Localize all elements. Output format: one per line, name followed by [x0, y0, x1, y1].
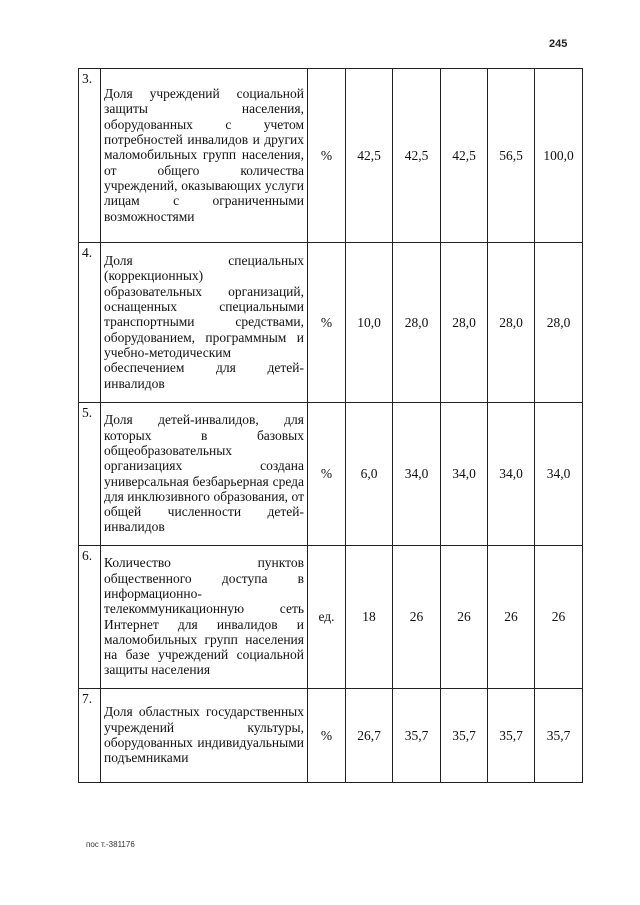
value-cell: 34,0 [535, 403, 583, 546]
row-number: 7. [79, 689, 101, 783]
value-cell: 35,7 [535, 689, 583, 783]
value-cell: 56,5 [488, 69, 535, 243]
unit-cell: % [308, 69, 346, 243]
row-number: 4. [79, 243, 101, 403]
indicator-description: Количество пунктов общественного доступа в информационно-телекоммуникационную сеть Интернет для инвалидов и маломобильных групп населения на базе учреждений социальной защиты населения [101, 546, 308, 689]
row-number: 3. [79, 69, 101, 243]
value-cell: 35,7 [441, 689, 488, 783]
indicator-description: Доля областных государственных учреждений культуры, оборудованных индивидуальными подъемниками [101, 689, 308, 783]
row-number: 5. [79, 403, 101, 546]
indicator-description: Доля специальных (коррекционных) образовательных организаций, оснащенных специальными транспортными средствами, оборудованием, программным и учебно-методическим обеспечением для детей-инвалидов [101, 243, 308, 403]
value-cell: 26 [393, 546, 441, 689]
table-row [79, 69, 583, 243]
value-cell: 34,0 [441, 403, 488, 546]
value-cell: 35,7 [488, 689, 535, 783]
page-number: 245 [549, 38, 568, 50]
table-row [79, 243, 583, 403]
value-cell: 100,0 [535, 69, 583, 243]
value-cell: 35,7 [393, 689, 441, 783]
value-cell: 34,0 [393, 403, 441, 546]
value-cell: 6,0 [346, 403, 393, 546]
indicator-description: Доля детей-инвалидов, для которых в базовых общеобразовательных организациях создана универсальная безбарьерная среда для инклюзивного образования, от общей численности детей-инвалидов [101, 403, 308, 546]
unit-cell: % [308, 403, 346, 546]
value-cell: 10,0 [346, 243, 393, 403]
value-cell: 28,0 [488, 243, 535, 403]
indicator-description: Доля учреждений социальной защиты населения, оборудованных с учетом потребностей инвалидов и других маломобильных групп населения, от общего количества учреждений, оказывающих услуги лицам с ограниченными возможностями [101, 69, 308, 243]
value-cell: 26 [441, 546, 488, 689]
table-row [79, 546, 583, 689]
unit-cell: % [308, 243, 346, 403]
value-cell: 26 [535, 546, 583, 689]
value-cell: 42,5 [441, 69, 488, 243]
indicators-table [78, 68, 583, 783]
value-cell: 28,0 [535, 243, 583, 403]
table-row [79, 689, 583, 783]
unit-cell: % [308, 689, 346, 783]
row-number: 6. [79, 546, 101, 689]
value-cell: 18 [346, 546, 393, 689]
value-cell: 28,0 [441, 243, 488, 403]
value-cell: 26 [488, 546, 535, 689]
value-cell: 42,5 [346, 69, 393, 243]
value-cell: 28,0 [393, 243, 441, 403]
table-row [79, 403, 583, 546]
unit-cell: ед. [308, 546, 346, 689]
value-cell: 42,5 [393, 69, 441, 243]
value-cell: 26,7 [346, 689, 393, 783]
footer-code: пос т.-381176 [86, 840, 135, 849]
value-cell: 34,0 [488, 403, 535, 546]
